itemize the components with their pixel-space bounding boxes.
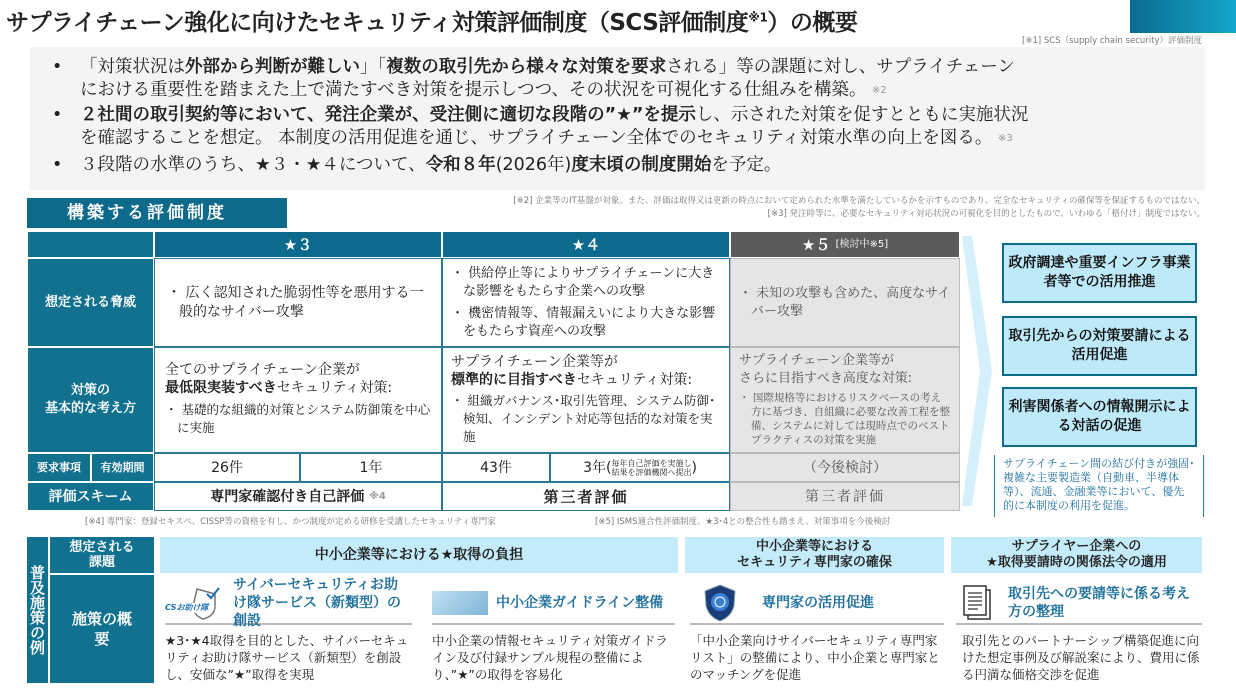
use-case-disclosure: 利害関係者への情報開示による対話の促進 — [1002, 387, 1197, 447]
measure-title-guideline: 中小企業ガイドライン整備 — [432, 583, 675, 625]
use-case-government: 政府調達や重要インフラ事業者等での活用推進 — [1002, 243, 1197, 303]
measure-title-guidance: 取引先への要請等に係る考え方の整理 — [956, 583, 1202, 625]
bullet-text — [80, 56, 1015, 79]
corner-decoration — [1130, 0, 1236, 33]
measure-title-otasuketai: CSお助け隊 サイバーセキュリティお助け隊サービス（新類型）の創設 — [165, 583, 412, 625]
section-title: 構築する評価制度 — [27, 198, 287, 228]
bullet-segment: を予定。 — [711, 155, 782, 175]
star3-approach: 全てのサプライチェーン企業が 最低限実装すべきセキュリティ対策: ・ 基礎的な組織的対策とシステム防御策を中心に実施 — [154, 347, 442, 453]
measure-desc-expert: 「中小企業向けサイバーセキュリティ専門家リスト」の整備により、中小企業と専門家とのマッチングを促進 — [690, 633, 940, 682]
bullet-segment: (2026年) — [495, 155, 572, 175]
star5-threat: ・ 未知の攻撃も含めた、高度なサイバー攻撃 — [730, 258, 960, 347]
bullet-segment: ２社間の取引契約等において、発注企業が、受注側に適切な段階の”★”を提示 — [80, 105, 696, 125]
bullet-dot: • — [52, 105, 63, 125]
label-requirements: 要求事項 — [27, 453, 91, 482]
footnote-ref: ※3 — [998, 133, 1013, 144]
label-threat: 想定される脅威 — [27, 258, 154, 347]
header-star4: ★４ — [442, 231, 730, 258]
measure-desc-otasuketai: ★3･★4取得を目的とした、サイバーセキュリティお助け隊サービス（新類型）を創設し、安価な”★”取得を実現 — [165, 633, 409, 682]
bullet-segment: 外部から判断が難しい — [185, 57, 360, 77]
bullet-segment: ３段階の水準のうち、★３・★４について、 — [80, 155, 426, 175]
star4-approach: サプライチェーン企業等が 標準的に目指すべきセキュリティ対策: ・ 組織ガバナンス･取引先管理、システム防御･検知、インシデント対応等包括的な対策を実施 — [442, 347, 730, 453]
star3-scheme: 専門家確認付き自己評価 ※4 — [154, 482, 442, 511]
promo-side-label: 普及施策の例 — [27, 537, 48, 683]
otasuketai-logo-text: CSお助け隊 — [165, 603, 209, 612]
challenge-regulation: サプライヤー企業への ★取得要請時の関係法令の適用 — [951, 537, 1202, 573]
footnote-4: [※4] 専門家：登録セキスペ、CISSP等の資格を有し、かつ制度が定める研修を受講したセキュリティ専門家 — [85, 517, 496, 527]
bullet-segment: 複数の取引先から様々な対策を要求 — [386, 57, 667, 77]
use-case-business-partners: 取引先からの対策要請による活用促進 — [1002, 316, 1197, 376]
label-approach: 対策の 基本的な考え方 — [27, 347, 154, 453]
star3-requirements: 26件 — [154, 453, 300, 482]
header-star3: ★３ — [154, 231, 442, 258]
bullet-text — [80, 104, 1028, 127]
otasuketai-shield-logo-icon — [165, 586, 225, 620]
measure-desc-guideline: 中小企業の情報セキュリティ対策ガイドライン及び付録サンプル規程の整備により、”★”の取得を容易化 — [432, 633, 668, 682]
use-case-note: サプライチェーン間の結び付きが強固･複雑な主要製造業（自動車、半導体等）、流通、金融業等において、優先的に本制度の利用を促進。 — [994, 455, 1204, 517]
challenge-expert: 中小企業等における セキュリティ専門家の確保 — [685, 537, 944, 573]
document-icon — [956, 586, 1000, 620]
expert-shield-badge-icon — [690, 586, 750, 620]
star5-scheme: 第三者評価 — [730, 482, 960, 511]
star5-approach: サプライチェーン企業等が さらに目指すべき高度な対策: ・ 国際規格等におけるリスクベースの考え方に基づき、自組織に必要な改善工程を整備、システムに対しては現時点でのベストプラクティスの対策を実施 — [730, 347, 960, 453]
measure-desc-guidance: 取引先とのパートナーシップ構築促進に向けた想定事例及び解説案により、費用に係る円満な価格交渉を促進 — [962, 633, 1200, 682]
measure-label: 施策の概要 — [50, 575, 154, 683]
bullet-segment: 」「 — [360, 57, 387, 77]
bullet-segment: される」等の課題に対し、サプライチェーン — [666, 57, 1015, 77]
footnote-3: [※3] 発注時等に、必要なセキュリティ対応状況の可視化を目的としたもので、いわゆる「格付け」制度ではない。 — [767, 209, 1205, 219]
star5-requirements: （今後検討） — [730, 453, 960, 482]
star3-validity: 1年 — [300, 453, 442, 482]
measure-title-expert: 専門家の活用促進 — [690, 583, 944, 625]
bullet-segment: 度末頃の制度開始 — [571, 155, 712, 175]
bullet-dot: • — [52, 155, 63, 175]
footnote-ref: ※2 — [872, 85, 887, 96]
footnote-5: [※5] ISMS適合性評価制度、★3･4との整合性も踏まえ、対策事項を今後検討 — [595, 517, 891, 527]
challenge-sme-burden: 中小企業等における★取得の負担 — [160, 537, 678, 573]
bullet-text — [80, 79, 887, 102]
bullet-segment: を確認することを想定。 本制度の活用促進を通じ、サプライチェーン全体でのセキュリティ対策水準の向上を図る。 — [80, 128, 993, 148]
bullet-segment: における重要性を踏まえた上で満たすべき対策を提示しつつ、その状況を可視化する仕組みを構築。 — [80, 80, 867, 100]
bullet-segment: 令和８年 — [425, 155, 496, 175]
bullet-segment: し、示された対策を促すとともに実施状況 — [695, 105, 1029, 125]
bullet-segment: 「対策状況は — [80, 57, 185, 77]
label-validity: 有効期間 — [91, 453, 154, 482]
bullet-text — [80, 127, 1013, 150]
bullet-text — [80, 154, 781, 177]
chevron-arrow-icon — [962, 236, 992, 506]
footnote-2: [※2] 企業等のIT基盤が対象。また、評価は取得又は更新の時点において定められた水準を満たしているかを示すものであり、完全なセキュリティの確保等を保証するものではない。 — [513, 196, 1205, 206]
table-corner — [27, 231, 154, 258]
bullet-dot: • — [52, 57, 63, 77]
page-title: サプライチェーン強化に向けたセキュリティ対策評価制度（SCS評価制度$^{※1}$）の概要 — [6, 10, 858, 36]
star4-requirements: 43件 — [442, 453, 550, 482]
star3-threat: ・ 広く認知された脆弱性等を悪用する一般的なサイバー攻撃 — [154, 258, 442, 347]
star4-scheme: 第三者評価 — [442, 482, 730, 511]
guideline-cover-icon — [432, 591, 488, 615]
label-scheme: 評価スキーム — [27, 482, 154, 511]
star4-threat: ・ 供給停止等によりサプライチェーンに大きな影響をもたらす企業への攻撃 ・ 機密情報等、情報漏えいにより大きな影響をもたらす資産への攻撃 — [442, 258, 730, 347]
header-star5: ★５ [検討中※5] — [730, 231, 960, 258]
challenge-label: 想定される課題 — [50, 537, 154, 573]
star4-validity: 3年 ( 毎年自己評価を実施し 結果を評価機関へ提出 ) — [550, 453, 730, 482]
footnote-1: [※1] SCS（supply chain security）評価制度 — [1022, 36, 1202, 46]
